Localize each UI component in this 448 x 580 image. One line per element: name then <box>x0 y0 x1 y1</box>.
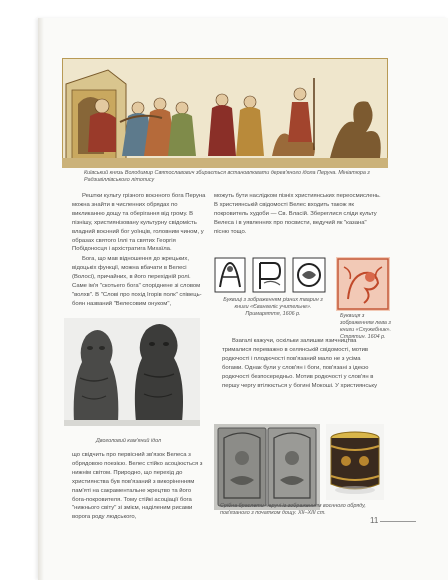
bracelet-photo <box>214 424 320 510</box>
initial-letter-2 <box>252 257 286 293</box>
page-number: 11 <box>370 516 379 525</box>
miniature-caption: Київський князь Володимир Святославович збирається встановлювати дерев'яного ідола Перуна. Мініатюра з Радзивіллівського літопису <box>84 170 370 183</box>
lion-initial-caption: Буквиця з зображенням лева з книги «Служебник». Стрятин. 1604 р. <box>340 313 392 340</box>
bracelet-caption: Срібна браслети-наручі із зображенням воєнного обряду, пов'язаного з початком дощу. ХII–ХIII ст. <box>220 503 366 516</box>
initial-letter-1 <box>214 257 246 293</box>
left-paragraph-2: Бога, що мав відношення до жрецьких, відоцькіх функції, можна вбачати в Велесі (Волосі), причайних, в його перехідній ролі. Саме ім'я "скотьего бога" споріднене зі словом "волхв". В "Слові про похід Ігорів полк" співець-боян названий "Велесовим онуком", <box>72 256 202 307</box>
vessel-photo <box>326 424 384 500</box>
right-paragraph-1: можуть бути наслідком пізніх християнських переосмислень. В християнській свідомості Велес входить також як покровитель худоби — Св. Власій. Збереглися сліди культу Велеса і в уявленнях про посвисти, ведучий як "казана" пісню тощо. <box>214 193 381 235</box>
idol-photo <box>64 318 200 426</box>
initial-letter-3 <box>292 257 326 293</box>
book-gutter <box>38 18 44 580</box>
initials-caption: Буквиці з зображенням різних тварин з книги «Євангеліє учительне». Примаряття, 1606 р. <box>223 297 323 317</box>
page-number-rule <box>380 521 416 522</box>
miniature-illustration <box>62 58 388 168</box>
left-paragraph-3: що свідчить про первісний зв'язок Велеса з обрядовою поезією. Велес стійко асоціюється з нижнім світом. Природно, що перехід до християнства був пов'язаний з викоріненням пам'яті на сакраментальне жрецтво та його бога-покровителя. Тому стійкі асоціації бога "нижнього світу" зі змієм, наділеним рисами ворога роду людського, <box>72 452 203 521</box>
lion-initial-letter <box>336 257 390 311</box>
idol-caption: Двоголовий кам'яний ідол <box>96 438 162 444</box>
left-paragraph-1: Рештки культу грізного воєнного бога Перуна можна знайти в численних обрядах по викликанню дощу та оберігання від грому. В пізнішу, християнізовану культурну свідомість владний воєнний бог уоїнців, головним чином, у образах святого Іллі та святих Георгія Побідоносця і архістратига Михаїла. <box>72 193 206 253</box>
right-paragraph-2: Взагалі кажучи, оскільки залишки язичництва трималися переважно в селянській свідомості, мотив родючості і плодючості пов'язаний мало не з усіма богами. Однак були у слов'ян і боги, пов'язані з ідеєю родючості безпосередньо. Мотив родючості у слов'ян в першу чергу втілюється у богині Мокоші. У християнську <box>222 338 378 389</box>
